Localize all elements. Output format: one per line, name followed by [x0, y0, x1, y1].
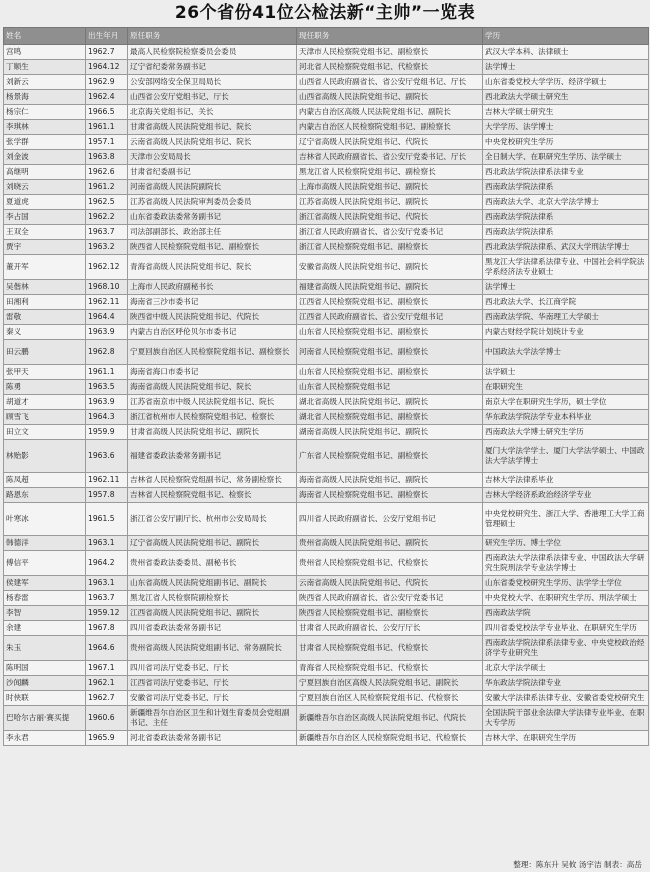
former-post-cell: 山东省高级人民法院党组副书记、副院长: [128, 576, 297, 591]
birth-cell: 1962.8: [86, 340, 128, 365]
name-cell: 胡道才: [4, 395, 86, 410]
header-birth: 出生年月: [86, 28, 128, 45]
current-post-cell: 江西省人民检察院党组书记、副检察长: [297, 295, 483, 310]
current-post-cell: 新疆维吾尔自治区人民检察院党组书记、代检察长: [297, 731, 483, 746]
table-row: [4, 180, 649, 195]
education-cell: 黑龙江大学法律系法律专业、中国社会科学院法学系经济法专业硕士: [483, 255, 649, 280]
name-cell: 叶寒冰: [4, 503, 86, 536]
current-post-cell: 海南省高级人民法院党组书记、副院长: [297, 473, 483, 488]
name-cell: 李琪林: [4, 120, 86, 135]
education-cell: 吉林大学硕士研究生: [483, 105, 649, 120]
current-post-cell: 山西省高级人民法院党组书记、副院长: [297, 90, 483, 105]
name-cell: 丁顺生: [4, 60, 86, 75]
name-cell: 雷敬: [4, 310, 86, 325]
table-row: [4, 591, 649, 606]
officials-table: [3, 27, 649, 746]
birth-cell: 1961.2: [86, 180, 128, 195]
former-post-cell: 安徽省司法厅党委书记、厅长: [128, 691, 297, 706]
former-post-cell: 山东省委政法委常务副书记: [128, 210, 297, 225]
former-post-cell: 甘肃省高级人民法院党组书记、院长: [128, 120, 297, 135]
former-post-cell: 云南省高级人民法院党组书记、院长: [128, 135, 297, 150]
current-post-cell: 新疆维吾尔自治区高级人民法院党组书记、代院长: [297, 706, 483, 731]
table-row: [4, 150, 649, 165]
current-post-cell: 吉林省人民政府副省长、省公安厅党委书记、厅长: [297, 150, 483, 165]
table-row: [4, 340, 649, 365]
birth-cell: 1962.12: [86, 255, 128, 280]
current-post-cell: 青海省人民检察院党组书记、代检察长: [297, 661, 483, 676]
former-post-cell: 山西省公安厅党组书记、厅长: [128, 90, 297, 105]
table-row: [4, 120, 649, 135]
education-cell: 西南政法大学法律系法律专业、中国政法大学研究生院刑法学专业法学博士: [483, 551, 649, 576]
birth-cell: 1962.2: [86, 210, 128, 225]
former-post-cell: 四川省委政法委常务副书记: [128, 621, 297, 636]
current-post-cell: 宁夏回族自治区高级人民法院党组书记、副院长: [297, 676, 483, 691]
table-row: [4, 661, 649, 676]
current-post-cell: 四川省人民政府副省长、公安厅党组书记: [297, 503, 483, 536]
birth-cell: 1962.11: [86, 295, 128, 310]
former-post-cell: 新疆维吾尔自治区卫生和计划生育委员会党组副书记、主任: [128, 706, 297, 731]
former-post-cell: 吉林省人民检察院党组副书记、常务副检察长: [128, 473, 297, 488]
education-cell: 法学博士: [483, 60, 649, 75]
birth-cell: 1959.12: [86, 606, 128, 621]
former-post-cell: 江西省高级人民法院党组书记、副院长: [128, 606, 297, 621]
birth-cell: 1967.1: [86, 661, 128, 676]
birth-cell: 1964.3: [86, 410, 128, 425]
former-post-cell: 吉林省人民检察院党组书记、检察长: [128, 488, 297, 503]
current-post-cell: 湖北省人民检察院党组书记、副检察长: [297, 410, 483, 425]
table-row: [4, 325, 649, 340]
current-post-cell: 贵州省人民检察院党组书记、代检察长: [297, 551, 483, 576]
birth-cell: 1963.9: [86, 395, 128, 410]
education-cell: 法学博士: [483, 280, 649, 295]
table-row: [4, 310, 649, 325]
table-row: [4, 551, 649, 576]
table-row: [4, 75, 649, 90]
name-cell: 余建: [4, 621, 86, 636]
education-cell: 西北政法学院法律系法律专业: [483, 165, 649, 180]
table-row: [4, 105, 649, 120]
name-cell: 王双全: [4, 225, 86, 240]
table-row: [4, 606, 649, 621]
education-cell: 吉林大学、在职研究生学历: [483, 731, 649, 746]
table-row: [4, 295, 649, 310]
name-cell: 杨宗仁: [4, 105, 86, 120]
name-cell: 贾宇: [4, 240, 86, 255]
former-post-cell: 贵州省委政法委委员、副秘书长: [128, 551, 297, 576]
table-row: [4, 503, 649, 536]
former-post-cell: 公安部网络安全保卫局局长: [128, 75, 297, 90]
former-post-cell: 内蒙古自治区呼伦贝尔市委书记: [128, 325, 297, 340]
current-post-cell: 江苏省高级人民法院党组书记、副院长: [297, 195, 483, 210]
header-current-post: 现任职务: [297, 28, 483, 45]
education-cell: 厦门大学法学学士、厦门大学法学硕士、中国政法大学法学博士: [483, 440, 649, 473]
current-post-cell: 贵州省高级人民法院党组书记、副院长: [297, 536, 483, 551]
name-cell: 陈凤超: [4, 473, 86, 488]
education-cell: 北京大学法学硕士: [483, 661, 649, 676]
current-post-cell: 广东省人民检察院党组书记、副检察长: [297, 440, 483, 473]
name-cell: 吴偕林: [4, 280, 86, 295]
birth-cell: 1963.1: [86, 536, 128, 551]
former-post-cell: 陕西省人民检察院党组书记、副检察长: [128, 240, 297, 255]
education-cell: 吉林大学法律系毕业: [483, 473, 649, 488]
table-row: [4, 380, 649, 395]
birth-cell: 1962.6: [86, 165, 128, 180]
current-post-cell: 湖北省高级人民法院党组书记、副院长: [297, 395, 483, 410]
former-post-cell: 甘肃省高级人民法院党组书记、副院长: [128, 425, 297, 440]
education-cell: 内蒙古财经学院计划统计专业: [483, 325, 649, 340]
current-post-cell: 安徽省高级人民法院党组书记、副院长: [297, 255, 483, 280]
education-cell: 全日制大学、在职研究生学历、法学硕士: [483, 150, 649, 165]
table-row: [4, 210, 649, 225]
name-cell: 夏道虎: [4, 195, 86, 210]
name-cell: 顾雪飞: [4, 410, 86, 425]
name-cell: 田云鹏: [4, 340, 86, 365]
header-education: 学历: [483, 28, 649, 45]
education-cell: 中央党校大学、在职研究生学历、刑法学硕士: [483, 591, 649, 606]
name-cell: 陈勇: [4, 380, 86, 395]
former-post-cell: 陕西省中级人民法院党组书记、代院长: [128, 310, 297, 325]
former-post-cell: 河北省委政法委常务副书记: [128, 731, 297, 746]
former-post-cell: 江苏省南京市中级人民法院党组书记、院长: [128, 395, 297, 410]
education-cell: 吉林大学经济系政治经济学专业: [483, 488, 649, 503]
credits: 整理：陈东升 吴攸 汤宇洁 制表：高岳: [513, 860, 642, 869]
name-cell: 李永君: [4, 731, 86, 746]
education-cell: 法学硕士: [483, 365, 649, 380]
education-cell: 全国法院干部业余法律大学法律专业毕业、在职大专学历: [483, 706, 649, 731]
header-name: 姓名: [4, 28, 86, 45]
name-cell: 路恩东: [4, 488, 86, 503]
birth-cell: 1964.2: [86, 551, 128, 576]
table-row: [4, 195, 649, 210]
birth-cell: 1963.1: [86, 576, 128, 591]
current-post-cell: 天津市人民检察院党组书记、副检察长: [297, 45, 483, 60]
current-post-cell: 山东省人民检察院党组书记、副检察长: [297, 365, 483, 380]
birth-cell: 1963.5: [86, 380, 128, 395]
name-cell: 傅信平: [4, 551, 86, 576]
current-post-cell: 浙江省人民政府副省长、省公安厅党委书记: [297, 225, 483, 240]
name-cell: 张甲天: [4, 365, 86, 380]
education-cell: 南京大学在职研究生学历，硕士学位: [483, 395, 649, 410]
name-cell: 刘新云: [4, 75, 86, 90]
table-row: [4, 621, 649, 636]
table-row: [4, 440, 649, 473]
education-cell: 山东省委党校研究生学历、法学学士学位: [483, 576, 649, 591]
birth-cell: 1963.7: [86, 591, 128, 606]
current-post-cell: 陕西省人民政府副省长、省公安厅党委书记: [297, 591, 483, 606]
birth-cell: 1961.5: [86, 503, 128, 536]
header-former-post: 原任职务: [128, 28, 297, 45]
education-cell: 在职研究生: [483, 380, 649, 395]
birth-cell: 1962.7: [86, 45, 128, 60]
education-cell: 西南政法学院法律系: [483, 180, 649, 195]
name-cell: 高继明: [4, 165, 86, 180]
table-row: [4, 165, 649, 180]
birth-cell: 1962.5: [86, 195, 128, 210]
birth-cell: 1968.10: [86, 280, 128, 295]
education-cell: 武汉大学本科、法律硕士: [483, 45, 649, 60]
birth-cell: 1963.6: [86, 440, 128, 473]
table-row: [4, 636, 649, 661]
former-post-cell: 黑龙江省人民检察院副检察长: [128, 591, 297, 606]
former-post-cell: 司法部副部长、政治部主任: [128, 225, 297, 240]
education-cell: 西南政法大学、北京大学法学博士: [483, 195, 649, 210]
table-header-row: [4, 28, 649, 45]
education-cell: 中国政法大学法学博士: [483, 340, 649, 365]
table-row: [4, 225, 649, 240]
education-cell: 大学学历、法学博士: [483, 120, 649, 135]
current-post-cell: 辽宁省高级人民法院党组书记、代院长: [297, 135, 483, 150]
name-cell: 张学群: [4, 135, 86, 150]
table-row: [4, 706, 649, 731]
former-post-cell: 四川省司法厅党委书记、厅长: [128, 661, 297, 676]
education-cell: 西北政法大学、长江商学院: [483, 295, 649, 310]
current-post-cell: 云南省高级人民法院党组书记、代院长: [297, 576, 483, 591]
former-post-cell: 江苏省高级人民法院审判委员会委员: [128, 195, 297, 210]
page-title: 26个省份41位公检法新“主帅”一览表: [174, 3, 476, 23]
birth-cell: 1962.4: [86, 90, 128, 105]
table-row: [4, 488, 649, 503]
name-cell: 朱玉: [4, 636, 86, 661]
former-post-cell: 浙江省杭州市人民检察院党组书记、检察长: [128, 410, 297, 425]
birth-cell: 1965.9: [86, 731, 128, 746]
table-row: [4, 676, 649, 691]
education-cell: 安徽大学法律系法律专业、安徽省委党校研究生: [483, 691, 649, 706]
former-post-cell: 最高人民检察院检察委员会委员: [128, 45, 297, 60]
current-post-cell: 内蒙古自治区人民检察院党组书记、副检察长: [297, 120, 483, 135]
name-cell: 时侠联: [4, 691, 86, 706]
current-post-cell: 内蒙古自治区高级人民法院党组书记、副院长: [297, 105, 483, 120]
current-post-cell: 福建省高级人民法院党组书记、副院长: [297, 280, 483, 295]
education-cell: 西南政法学院法律系: [483, 210, 649, 225]
name-cell: 杨春雷: [4, 591, 86, 606]
table-row: [4, 410, 649, 425]
current-post-cell: 江西省人民政府副省长、省公安厅党组书记: [297, 310, 483, 325]
birth-cell: 1962.1: [86, 676, 128, 691]
former-post-cell: 贵州省高级人民法院党组副书记、常务副院长: [128, 636, 297, 661]
name-cell: 杨景海: [4, 90, 86, 105]
table-row: [4, 395, 649, 410]
table-body: [4, 45, 649, 746]
table-row: [4, 45, 649, 60]
birth-cell: 1960.6: [86, 706, 128, 731]
table-row: [4, 240, 649, 255]
current-post-cell: 黑龙江省人民检察院党组书记、副检察长: [297, 165, 483, 180]
current-post-cell: 陕西省人民检察院党组书记、副检察长: [297, 606, 483, 621]
birth-cell: 1957.1: [86, 135, 128, 150]
birth-cell: 1963.7: [86, 225, 128, 240]
education-cell: 中央党校研究生学历: [483, 135, 649, 150]
birth-cell: 1959.9: [86, 425, 128, 440]
name-cell: 秦义: [4, 325, 86, 340]
name-cell: 沙闻麟: [4, 676, 86, 691]
table-row: [4, 60, 649, 75]
birth-cell: 1966.5: [86, 105, 128, 120]
table-row: [4, 90, 649, 105]
current-post-cell: 湖南省高级人民法院党组书记、副院长: [297, 425, 483, 440]
former-post-cell: 浙江省公安厅副厅长、杭州市公安局局长: [128, 503, 297, 536]
current-post-cell: 上海市高级人民法院党组书记、副院长: [297, 180, 483, 195]
name-cell: 田湘利: [4, 295, 86, 310]
table-row: [4, 365, 649, 380]
table-row: [4, 280, 649, 295]
name-cell: 侯建军: [4, 576, 86, 591]
former-post-cell: 上海市人民政府副秘书长: [128, 280, 297, 295]
education-cell: 山东省委党校大学学历、经济学硕士: [483, 75, 649, 90]
former-post-cell: 海南省高级人民法院党组书记、院长: [128, 380, 297, 395]
birth-cell: 1963.2: [86, 240, 128, 255]
former-post-cell: 海南省海口市委书记: [128, 365, 297, 380]
table-row: [4, 473, 649, 488]
birth-cell: 1964.4: [86, 310, 128, 325]
education-cell: 中央党校研究生、浙江大学、香港理工大学工商管理硕士: [483, 503, 649, 536]
education-cell: 四川省委党校法学专业毕业、在职研究生学历: [483, 621, 649, 636]
name-cell: 韩德洋: [4, 536, 86, 551]
table-row: [4, 691, 649, 706]
education-cell: 华东政法学院法律专业: [483, 676, 649, 691]
name-cell: 巴哈尔古丽·赛买提: [4, 706, 86, 731]
birth-cell: 1957.8: [86, 488, 128, 503]
name-cell: 李占国: [4, 210, 86, 225]
current-post-cell: 海南省人民检察院党组书记、副检察长: [297, 488, 483, 503]
former-post-cell: 江西省司法厅党委书记、厅长: [128, 676, 297, 691]
education-cell: 研究生学历、博士学位: [483, 536, 649, 551]
table-row: [4, 255, 649, 280]
name-cell: 陈明国: [4, 661, 86, 676]
current-post-cell: 山东省人民检察院党组书记、副检察长: [297, 325, 483, 340]
education-cell: 西南政法大学博士研究生学历: [483, 425, 649, 440]
former-post-cell: 北京海关党组书记、关长: [128, 105, 297, 120]
education-cell: 西南政法学院法律系: [483, 225, 649, 240]
table-row: [4, 135, 649, 150]
former-post-cell: 辽宁省纪委常务副书记: [128, 60, 297, 75]
name-cell: 宫鸣: [4, 45, 86, 60]
birth-cell: 1964.6: [86, 636, 128, 661]
birth-cell: 1962.11: [86, 473, 128, 488]
current-post-cell: 宁夏回族自治区人民检察院党组书记、代检察长: [297, 691, 483, 706]
former-post-cell: 辽宁省高级人民法院党组书记、副院长: [128, 536, 297, 551]
name-cell: 刘晓云: [4, 180, 86, 195]
name-cell: 林贻影: [4, 440, 86, 473]
name-cell: 刘金波: [4, 150, 86, 165]
table-row: [4, 425, 649, 440]
current-post-cell: 浙江省人民检察院党组书记、副检察长: [297, 240, 483, 255]
former-post-cell: 河南省高级人民法院副院长: [128, 180, 297, 195]
birth-cell: 1963.8: [86, 150, 128, 165]
current-post-cell: 山东省人民检察院党组书记: [297, 380, 483, 395]
table-row: [4, 536, 649, 551]
birth-cell: 1962.9: [86, 75, 128, 90]
table-row: [4, 731, 649, 746]
current-post-cell: 浙江省高级人民法院党组书记、代院长: [297, 210, 483, 225]
birth-cell: 1961.1: [86, 120, 128, 135]
current-post-cell: 甘肃省人民政府副省长、公安厅厅长: [297, 621, 483, 636]
birth-cell: 1967.8: [86, 621, 128, 636]
former-post-cell: 天津市公安局局长: [128, 150, 297, 165]
former-post-cell: 福建省委政法委常务副书记: [128, 440, 297, 473]
education-cell: 西南政法学院: [483, 606, 649, 621]
former-post-cell: 海南省三沙市委书记: [128, 295, 297, 310]
education-cell: 西南政法学院、华南理工大学硕士: [483, 310, 649, 325]
education-cell: 华东政法学院法学专业本科毕业: [483, 410, 649, 425]
current-post-cell: 山西省人民政府副省长、省公安厅党组书记、厅长: [297, 75, 483, 90]
current-post-cell: 甘肃省人民检察院党组书记、代检察长: [297, 636, 483, 661]
education-cell: 西北政法学院法律系、武汉大学刑法学博士: [483, 240, 649, 255]
name-cell: 李智: [4, 606, 86, 621]
former-post-cell: 宁夏回族自治区人民检察院党组书记、副检察长: [128, 340, 297, 365]
former-post-cell: 青海省高级人民法院党组书记、院长: [128, 255, 297, 280]
education-cell: 西北政法大学硕士研究生: [483, 90, 649, 105]
education-cell: 西南政法学院法律系法律专业、中央党校政治经济学专业研究生: [483, 636, 649, 661]
table-row: [4, 576, 649, 591]
former-post-cell: 甘肃省纪委副书记: [128, 165, 297, 180]
birth-cell: 1961.1: [86, 365, 128, 380]
current-post-cell: 河北省人民检察院党组书记、代检察长: [297, 60, 483, 75]
birth-cell: 1963.9: [86, 325, 128, 340]
current-post-cell: 河南省人民检察院党组书记、副检察长: [297, 340, 483, 365]
birth-cell: 1962.7: [86, 691, 128, 706]
name-cell: 田立文: [4, 425, 86, 440]
name-cell: 董开军: [4, 255, 86, 280]
birth-cell: 1964.12: [86, 60, 128, 75]
